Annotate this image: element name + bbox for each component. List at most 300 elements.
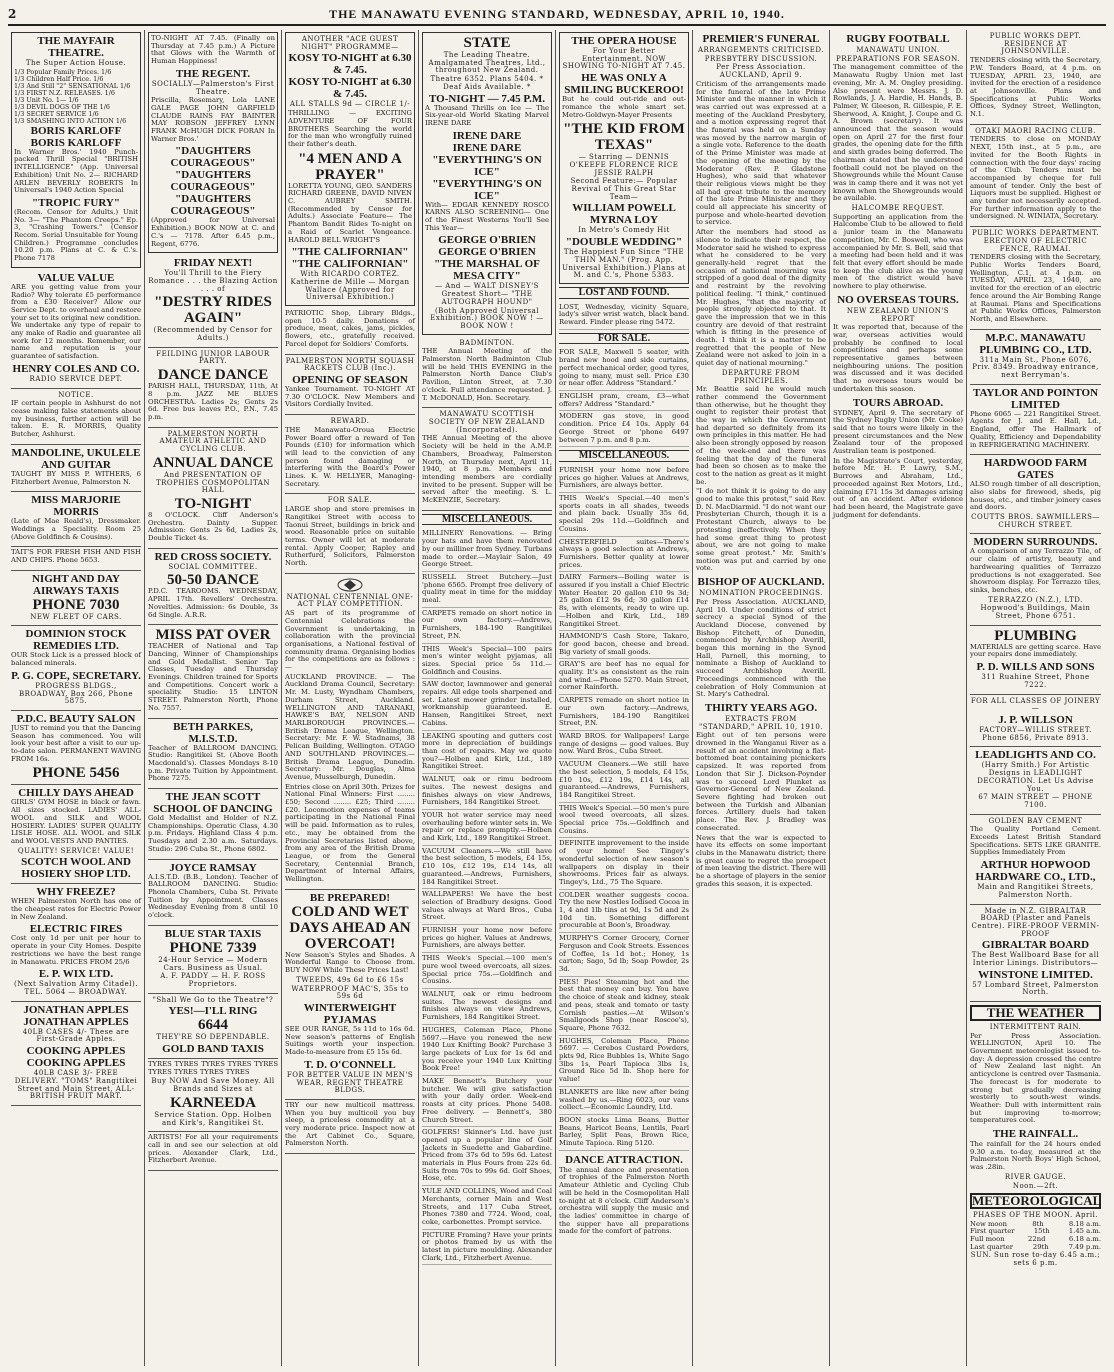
column-1 — [8, 30, 145, 1366]
lost-heading: LOST AND FOUND. — [559, 287, 689, 299]
thirty-headline: THIRTY YEARS AGO. — [704, 701, 818, 714]
annual-title: ANNUAL DANCE — [152, 454, 274, 471]
state-name: STATE — [463, 35, 511, 51]
value-text: ARE you getting value from your Radio? Why tolerate £5 performance from a £30 Receiver? Allow our Service Dept. to overhaul and restore your set to its original new condition. We undertake any type of repair to any make of Radio and guarantee all work for 12 months. Remember, our name and reputation is your guarantee of satisfaction. — [11, 282, 141, 361]
state-tonight: TO-NIGHT — 7.45 P.M. — [429, 92, 545, 105]
classified-item: RUSSELL Street Butchery.—Just 'phone 6565. Prompt free delivery of quality meat in time for the midday meal. — [422, 572, 552, 608]
jean-ad — [148, 789, 278, 860]
gibraltar-title: GIBRALTAR BOARD — [981, 939, 1090, 952]
karloff-text: In Warner Bros.' 1940 Punch-packed Thrill Special "BRITISH INTELLIGENCE" (App. Universal Exhibition) Unit No. 2— RICHARD ARLEN BEVERLY ROBERTS In Universal's 1940 Action Special — [14, 147, 138, 195]
crest-icon — [336, 578, 364, 592]
reward-ad — [285, 415, 415, 494]
kosy-ad — [285, 32, 415, 306]
value-title: VALUE VALUE — [37, 271, 115, 284]
bishop-text: Per Press Association. AUCKLAND, April 10. Under conditions of strict secrecy a special Synod of the Auckland Diocese, convened by Bishop Fitchett, of Dunedin, commenced by Archbishop Averill, began this morning in the Synod Hall, Parnell, this morning, to nominate a Bishop of Auckland to succeed Archbishop Averill. Proceedings commenced with the celebration of Holy Communion at St. Mary's Cathedral. — [696, 597, 826, 699]
obrien-2: GEORGE O'BRIEN — [438, 246, 536, 259]
centennial-text: AS part of its programme of Centennial Celebrations the Government is undertaking, in collaboration with the provincial organisations, a National festival of community drama. Organising bodies for the competitions are as follows :— — [285, 609, 415, 672]
californian-2: "THE CALIFORNIAN" — [291, 258, 409, 271]
classified-item: WALNUT, oak or rimu bedroom suites. The newest designs and finishes always on view Andrews, Furnishers, 184 Rangitikei Street. — [422, 774, 552, 810]
thirty-text-2: News that the war is expected to have its effects on some important clubs in the Manawatu district; there is great cause to regret the prospect of men leaving the district. There will be a shortage of players in the senior grades this season, it is expected. — [696, 833, 826, 888]
reward-text: THE Manawatu-Oroua Electric Power Board offer a reward of Ten Pounds (£10) for information which will lead to the conviction of any person found damaging or interfering with the Board's Power Lines. K. W. HELLYER, Managing-Secretary. — [285, 425, 415, 488]
lost-item: LOST, Wednesday, vicinity Square, lady's silver wrist watch, black band. Reward. Finder please ring 5472. — [559, 302, 689, 330]
court-text: In the Magistrate's Court, yesterday, before Mr. H. P. Lawry, S.M., Burrows and Abraham, Ltd., proceeded against Rex Motors, Ltd., claiming £71 15s 3d damages arising out of an accident. After evidence had been heard, the Magistrate gave judgment for defendants. — [833, 456, 963, 519]
tweeds-line: TWEEDS, 49s 6d to £6 15s — [296, 975, 404, 984]
badminton-text: THE Annual Meeting of the Palmerston North Badminton Club will be held THIS EVENING in the Palmerston North Dance Club's Pavilion, Linton Street, at 7.30 o'clock. Full attendance requested. J. T. McDONALD, Hon. Secretary. — [422, 347, 552, 402]
mpc-title: M.P.C. MANAWATU PLUMBING CO., LTD. — [979, 331, 1092, 356]
classified-item: WARD BROS. for Wallpapers! Large range of designs — good values. Buy now. Ward Bros., Cuba Street. — [559, 731, 689, 759]
californian-text: With RICARDO CORTEZ. Katherine de Mille — Morgan Wallace (Approved for Universal Exhibition.) — [290, 270, 410, 302]
page-number: 2 — [8, 7, 17, 21]
gauge-text: Noon.—2ft. — [1012, 1181, 1059, 1190]
four-men-title: "4 MEN AND A PRAYER" — [298, 150, 402, 183]
disney-text: — And — WALT DISNEY'S Greatest Short— "THE AUTOGRAPH HOUND" — [435, 282, 539, 306]
fires-title: ELECTRIC FIRES — [29, 923, 123, 936]
moon-phase: Last quarter — [970, 1242, 1013, 1251]
leadlights-addr: 67 MAIN STREET — PHONE 7100. — [978, 793, 1093, 809]
classified-item: LEAKING spouting and gutters cost more in depreciation of buildings than cost of repairs. May we quote you?—Holben and Kirk, Ltd., 189 Rangitikei Street. — [422, 731, 552, 775]
daughters-2: "DAUGHTERS COURAGEOUS" — [170, 169, 256, 194]
sun-line: SUN. Sun rose to-day 6.45 a.m.; sets 6 p.m. — [970, 1251, 1101, 1268]
airways-title: NIGHT AND DAY AIRWAYS TAXIS — [31, 572, 121, 597]
tyres-text: Buy NOW And Save Money. All Brands and Sizes at — [151, 1077, 275, 1094]
ramsay-title: JOYCE RAMSAY — [169, 861, 257, 874]
taylor-text: Phone 6065 — 221 Rangitikei Street. Agents for J. and E. Hall, Ld., England, offer The Hallmark of Quality, Efficiency and Dependability in REFRIGERATING MACHINERY. — [970, 409, 1101, 449]
pdc-title: P.D.C. BEAUTY SALON — [16, 712, 136, 725]
parkes-title: BETH PARKES, M.I.S.T.D. — [173, 720, 253, 745]
kosy-prices: ALL STALLS 9d — CIRCLE 1/- — [289, 100, 411, 109]
mayfair-name: THE MAYFAIR THEATRE. — [37, 35, 115, 59]
pyjamas-title: WINTERWEIGHT PYJAMAS — [303, 1001, 397, 1026]
wedding-text: The Happiest Fun Since "THE THIN MAN." (Prog. App. Universal Exhibition.) Plans at M. and C.'s, Phone 5383. — [562, 248, 686, 280]
col5-misc-list — [559, 465, 689, 1151]
cement-ad — [970, 815, 1101, 905]
moon-time: 8.18 a.m. — [1068, 1219, 1101, 1228]
bishop-sub: NOMINATION PROCEEDINGS. — [699, 589, 823, 598]
mpc-text: 311a Main St., Phone 6076, Priv. 8349. Broadway entrance, next Berryman's. — [972, 355, 1099, 380]
pdc-phone: PHONE 5456 — [32, 765, 120, 782]
mpc-ad — [970, 330, 1101, 385]
rugby-headline: RUGBY FOOTBALL — [846, 33, 950, 45]
terrazzo-text: Hopwood's Buildings, Main Street, Phone 6751. — [980, 604, 1091, 621]
apples-line-2: JONATHAN APPLES — [23, 1015, 129, 1028]
classified-item: FURNISH your home now before prices go higher. Values at Andrews, Furnishers, are always better. — [422, 925, 552, 953]
plumbing-text: MATERIALS are getting scarce. Have your repairs done immediately. — [970, 642, 1101, 659]
plumbing-ad — [970, 626, 1101, 695]
regent-top: TO-NIGHT AT 7.45. (Finally on Thursday at 7.45 p.m.) A Picture that Glows with the Warmth of Human Happiness! — [151, 34, 275, 66]
bluestar-title: BLUE STAR TAXIS — [164, 927, 262, 940]
tyres-list: TYRES TYRES TYRES TYRES TYRES TYRES TYRES TYRES TYRES — [148, 1060, 278, 1076]
surrounds-title: MODERN SURROUNDS. — [973, 536, 1098, 549]
joinery-title: FOR ALL CLASSES OF JOINERY— — [970, 696, 1101, 713]
moon-phase: First quarter — [970, 1227, 1015, 1236]
classified-item: VACUUM Cleaners.—We still have the best selection, 5 models, £4 15s, £10 10s, £12 19s, £14 14s, all guaranteed.—Andrews, Furnishers, 184 Rangitikei Street. — [422, 846, 552, 890]
dominion-ad — [11, 626, 141, 711]
wedding-title: "DOUBLE WEDDING" — [565, 236, 683, 249]
taylor-title: TAYLOR AND POINTON LIMITED — [972, 386, 1099, 411]
artists-text: ARTISTS! For all your requirements call in and see our selection at old prices. Alexander Clark, Ltd., Fitzherbert Avenue. — [148, 1133, 278, 1165]
smiling-text: But he could out-ride and out-romance the whole smart set. Metro-Goldwyn-Mayer Presents — [562, 95, 686, 119]
centennial-more: Entries close on April 30th. Prizes for National Final Winners: First ........ £50; Second ........ £25; Third ........ £20. Locomotion expenses of teams participating in the National Final will be paid. Information as to rules, etc., may be obtained from the Provincial Secretaries listed above, from any area of the British Drama League, or from the General Secretary, Centennial Branch, Department of Internal Affairs, Wellington. — [285, 782, 415, 884]
mayfair-price-line: 1/3 DEVIL DOGS OF THE 1/6 — [14, 102, 110, 111]
athletic-title: PALMERSTON NORTH AMATEUR ATHLETIC AND CYCLING CLUB. — [159, 429, 267, 454]
erection-title: PUBLIC WORKS DEPARTMENT. ERECTION OF ELECTRIC FENCE, RAUMAI. — [971, 229, 1099, 253]
dance-text: PARISH HALL, THURSDAY, 11th, At 8 p.m. JAZZ ME BLUES ORCHESTRA. Ladies 2s; Gents 2s 6d. Free bus leaves P.O., P.N., 7.45 p.m. — [148, 382, 278, 421]
regent-ad — [148, 32, 278, 253]
ramsay-text: A.I.S.T.D. (B.B., London). Teacher of BALLROOM DANCING. Studio: Phonola Chambers, Cuba St. Private Tuition by Appointment. Classes Wednesday Evening from 8 until 10 o'clock. — [148, 872, 278, 920]
classified-item: CARPETS remade on short notice in our own factory.—Andrews, Furnishers, 184-190 Rangitikei Street, P.N. — [422, 608, 552, 644]
cope-text: PROGRESS BLDGS., BROADWAY, Box 266, Phone 5875. — [18, 681, 134, 706]
ramsay-ad — [148, 860, 278, 926]
moon-time: 7.49 p.m. — [1068, 1242, 1101, 1251]
coles-name: HENRY COLES AND CO. — [12, 362, 140, 375]
classified-item: PIES! Pies! Steaming hot and the best that money can buy. You have the choice of steak and kidney, steak and peas, steak and tomato or tasty Cornish pasties.—At Wilson's Smallgoods Shop (near Roscoe's), Square, Phone 7632. — [559, 977, 689, 1036]
departure-text: Mr. Beattie said he would much rather commend the Government than otherwise, but he thought they ought to register their protest that the way in which the Government had departed so definitely from its own principles in this matter. He had also been strongly opposed by reason of the week-end and there was feeling that the day of the funeral had been so chosen as to make the cost to the nation as great as it might be. — [696, 385, 826, 486]
gibraltar-text: The Best Wallboard Base for all Interior Linings. Distributors— — [971, 951, 1100, 968]
halcombe-text: Supporting an application from the Halcombe Club to be allowed to field a junior team in the Manawatu competition, Mr. C. Boswell, who was accompanied by Mr. S. Bell, said that a meeting had been held and it was felt that every effort should be made to keep the club alive as the young men of the district would have nowhere to play otherwise. — [833, 212, 963, 291]
mayfair-price-line: 1/3 SECRET SERVICE 1/6 — [14, 109, 99, 118]
column-5 — [556, 30, 693, 1366]
col4-misc-list — [422, 528, 552, 1265]
squash-title: PALMERSTON NORTH SQUASH RACKETS CLUB (Inc.). — [285, 356, 415, 373]
friday-title: FRIDAY NEXT! — [173, 257, 253, 270]
karloff-line-1: BORIS KARLOFF — [30, 124, 122, 137]
erection-ad — [970, 227, 1101, 329]
classified-item: WALLPAPERS! We have the best selection of Bradbury designs. Good values always at Ward Bros., Cuba Street. — [422, 889, 552, 925]
tropic-text: (Recom. Censor for Adults.) Unit No. 3— "The Phantom Creeps." Ep. 3, "Crashing Towers." (Censor Recom. Serial Unsuitable for Young Children.) Programme concludes 10.20 p.m. Plans at C. & C.'s. Phone 7178 — [14, 207, 138, 263]
bluestar-props: A. F. PADDY — H. F. ROSS Proprietors. — [160, 972, 266, 988]
col5-forsale-heading: FOR SALE. — [559, 333, 689, 345]
tours-headline: TOURS ABROAD. — [852, 396, 944, 409]
mayfair-price-line: 1/3 Children Half Price. 1/6 — [14, 74, 104, 83]
column-6 — [693, 30, 830, 1366]
classified-item: SAW doctor, lawnmower and general repairs. All edge tools sharpened and set. Latest mower grinder installed, workmanship guaranteed. E. Hansen, Rangitikei Street, next Cabins. — [422, 679, 552, 730]
waterproof-line: WATERPROOF MAC'S, 35s to 59s 6d — [291, 984, 409, 1001]
opera-name: THE OPERA HOUSE — [571, 35, 677, 47]
col5-forsale-list — [559, 347, 689, 447]
freeze-ad — [11, 884, 141, 1001]
wills-text: 311 Ruahine Street, Phone 7222. — [981, 673, 1090, 689]
redcross-title: RED CROSS SOCIETY. — [154, 550, 272, 563]
plumbing-title: PLUMBING — [994, 627, 1077, 644]
classified-item: COLDER weather suggests cocoa. Try the new Nestles Iodised Cocoa in 1, 4 and 1lb tins at 9d, 1s 5d and 2s 10d tin. Something different procurable at Boon's, Broadway. — [559, 890, 689, 934]
nz-union-sub: NEW ZEALAND UNION'S REPORT — [846, 306, 950, 323]
parkes-text: Teacher of BALLROOM DANCING. Studio: Rangitikei St. (Above Booth Macdonald's). Classes Mondays 8-10 p.m. Private Tuition by Appointment. Phone 7275. — [148, 743, 278, 783]
pdc-text: JUST to remind you that the Dancing Season has commenced. You will look your best after a visit to our up-to-date salon. PERMANENT WAVING FROM 16s. — [11, 723, 141, 763]
state-tonight-text: A Thousand Thrills on Ice — The Six-year-old World Skating Marvel IRENE DARE — [425, 103, 549, 127]
classified-item: GRAY'S are beef has no equal for quality. It's as consistent as the rain and wind.—Phone 5270. Main Street, corner Rainforth. — [559, 659, 689, 695]
classified-item: GOLFERS! Skinner's Ltd. have just opened up a popular line of Golf Jackets in Suedette and Gabardine. Priced from 37s 6d to 59s 6d. Latest materials in Plus Fours from 22s 6d. Suits from 70s to 99s 6d. Golf Shoes, Hose, etc. — [422, 1127, 552, 1186]
wedding-pre: In Metro's Comedy Hit — [578, 226, 670, 235]
otaki-title: OTAKI MAORI RACING CLUB. — [975, 126, 1096, 135]
moon-date: 29th — [1032, 1242, 1049, 1251]
irene-2: IRENE DARE — [452, 141, 522, 154]
dominion-title: DOMINION STOCK REMEDIES LTD. — [25, 628, 127, 653]
otaki-ad — [970, 125, 1101, 227]
moon-date: 15th — [1033, 1227, 1050, 1236]
wills-name: P. D. WILLS AND SONS — [976, 661, 1095, 674]
regent-name: THE REGENT. — [175, 67, 251, 80]
dance-title: DANCE DANCE — [157, 367, 269, 384]
mayfair-ad — [11, 32, 141, 268]
moon-phases-heading: PHASES OF THE MOON. April. — [972, 1210, 1099, 1219]
column-7 — [830, 30, 967, 1366]
everything-1: "EVERYTHING'S ON ICE" — [432, 153, 542, 178]
society-text: THE Annual Meeting of the above Society will be held in the A.M.P. Chambers, Broadway, Palmerston North, on Thursday next, April 11, 1940, at 8 p.m. Members and intending members are cordially invited to be present. Supper will be served after the meeting. S. L. McKENZIE, Secretary. — [422, 434, 552, 505]
dominion-text: OUR Stock Lick is a pressed block of balanced minerals. — [11, 651, 141, 668]
rugby-sub-2: PREPARATIONS FOR SEASON. — [836, 54, 960, 63]
classified-item: BOON stocks Lima Beans, Butter Beans, Haricot Beans, Lentils, Pearl Barley, Split Peas, Brown Rice, Minute Tapioca. Ring 5120. — [559, 1115, 689, 1151]
irene-1: IRENE DARE — [452, 129, 522, 142]
nooverseas-headline: NO OVERSEAS TOURS. — [837, 293, 959, 306]
funeral-sub-1: ARRANGEMENTS CRITICISED. — [697, 46, 824, 54]
classified-item: PICTURE Framing? Have your prints or photos framed by us with the latest in picture moulding. Alexander Clark, Ltd., Fitzherbert Avenue. — [422, 1230, 552, 1266]
moon-date: 8th — [1032, 1219, 1044, 1228]
chilly-text: GIRLS' GYM HOSE in black or fawn. All sizes stocked. LADIES' ALL-WOOL and SILK and WOOL HOSIERY. LADIES' SUPER QUALITY LISLE HOSE. ALL WOOL and SILK and WOOL VESTS AND PANTIES. — [11, 798, 141, 845]
classified-item: THIS Week's Special.—100 men's pure wool tweed overcoats, all sizes. Special price 75s.—Goldfinch and Cousins. — [422, 953, 552, 989]
state-ad — [422, 32, 552, 335]
yes-title: YES!—I'LL RING — [168, 1005, 258, 1018]
four-men-text: LORETTA YOUNG, GEO. SANDERS RICHARD GREENE, DAVID NIVEN C. AUBREY SMITH. (Recommended by Censor for Adults.) Associate Feature— The Phantom Bandit Rides To-night on a Raid of Scarlet Vengeance. HAROLD BELL WRIGHT'S — [288, 181, 412, 244]
terrazzo-name: TERRAZZO (N.Z.), LTD. — [988, 595, 1083, 604]
cement-title: GOLDEN BAY CEMENT — [988, 816, 1083, 825]
coles-sub: RADIO SERVICE DEPT. — [29, 374, 123, 383]
moon-date: 22nd — [1028, 1235, 1046, 1244]
kosy-line-2: KOSY TO-NIGHT at 6.30 & 7.45. — [288, 76, 412, 101]
column-8 — [967, 30, 1104, 1366]
coutts-name: COUTTS BROS. SAWMILLERS—CHURCH STREET. — [971, 513, 1100, 529]
hopwood-name: ARTHUR HOPWOOD HARDWARE CO., LTD., — [975, 859, 1096, 884]
squash-ad — [285, 355, 415, 416]
apples-line-1: JONATHAN APPLES — [23, 1003, 129, 1016]
tyres-ad — [148, 1059, 278, 1132]
departure-heading: DEPARTURE FROM PRINCIPLES. — [721, 368, 801, 385]
surrounds-text: A comparison of any Terrazzo Tile, of our claim of artistry, beauty and hardwearing qualities of Terrazzo productions is not exaggerated. See showroom display. For Terrazzo tiles, sinks, benches, etc. — [970, 547, 1101, 594]
funeral-text-3: "I do not think it is going to do any good to make this protest," said Rev. D. N. MacDiarmid. "I do not want our Presbyterian Church, though it is a Protestant Church, always to be protesting ineffectively. When they had some great thing to protest about, we are not going to make some great protest." Mr. Smith's motion was put and carried by one vote. — [696, 487, 826, 573]
destry-text: (Recommended by Censor for Adults.) — [153, 326, 273, 343]
mayfair-price-line: 1/3 FIRST N.Z. RELEASES. 1/6 — [14, 88, 115, 97]
value-ad — [11, 270, 141, 389]
fifty-title: 50-50 DANCE — [166, 572, 260, 589]
funeral-text-2: After the members had stood as silence to indicate their respect, the Moderator said he wished to express what he considered to be very generally-held regret that the occasion of national mourning was stripped of a good deal of the dignity and restraint by the revolving political feeling. "I think," continued Mr. Hughes, "that the majority of people strongly objected to that. It gave the impression that we in this country are devoid of that restraint which is fitting in the presence of death. I think it is a matter to be regretted that the people of New Zealand were not asked to join in a quiet day of national mourning." — [696, 228, 826, 368]
otaki-text: TENDERS to close on MONDAY NEXT, 15th inst., at 5 p.m., are invited for the Booth Rights in connection with the four days' racing of the Club. Tenders must be accompanied by cheque for full amount of tender. Only the best of Liquors must be supplied. Highest or any tender not necessarily accepted. For further information apply to the undersigned. N. WINIATA, Secretary. — [970, 135, 1101, 221]
classified-item: THIS Week's Special.—50 men's pure wool tweed overcoats, all sizes. Special price 75s.—Goldfinch and Cousins. — [559, 803, 689, 839]
friday-text: You'll Thrill to the Fiery Romance . . . the Blazing Action . . . of — [148, 269, 278, 293]
column-4 — [419, 30, 556, 1366]
moon-phase: Full moon — [970, 1235, 1005, 1244]
classified-item: ENGLISH pram, cream, £3—what offers? Address "Standard." — [559, 391, 689, 411]
moon-time: 6.18 a.m. — [1068, 1235, 1101, 1244]
classified-item: MURPHY'S Corner Grocery, Corner Ferguson and Cook Streets. Essences of Coffee, 1s 1d bot.; Honey, 1s carton; Sago, 5d lb; Soap Powder, 2s 3d. — [559, 933, 689, 977]
airways-ad — [11, 571, 141, 627]
gibraltar-ad — [970, 905, 1101, 1003]
classified-item: DAIRY Farmers—Boiling water is assured if you install a Chief Electric Water Heater. 20 gallon £10 9s 3d; 25 gallon £12 9s 6d; 30 gallon £14 8s, with elements, ready to wire up.—Holben and Kirk, Ltd., 189 Rangitikei Street. — [559, 572, 689, 631]
karneeda-text: Service Station. Opp. Holben and Kirk's, Rangitikei St. — [154, 1110, 272, 1127]
goldband-name: GOLD BAND TAXIS — [162, 1043, 264, 1056]
overton-title: MISS PAT OVER — [155, 627, 271, 644]
goldband-ad — [148, 994, 278, 1059]
classified-item: THIS Week's Special—100 pairs men's winter weight pyjamas, all sizes. Special price 5s 11d.—Goldfinch and Cousins. — [422, 644, 552, 680]
tours-text: SYDNEY, April 9. The secretary of the Sydney Rugby Union (Mr. Cooke) said that no tours were likely in the present circumstances and the New Zealand tour of the proposed Australian team is postponed. — [833, 408, 963, 456]
classified-item: YULE AND COLLINS, Wood and Coal Merchants, corner Main and West Streets, and 117 Cuba Street, Phones 7380 and 7724. Wood, coal, coke, carbonettes. Prompt service. — [422, 1186, 552, 1230]
taylor-ad — [970, 385, 1101, 456]
morris-text: (Late of Mae Reald's), Dressmaker. Weddings a Speciality. Room 25 (Above Goldfinch & Cousins). — [11, 517, 141, 541]
jean-text: Gold Medallist and Holder of N.Z. Championships. Operatic Class, 4.30 p.m. Fridays. Highland Class 4 p.m. Tuesdays and 2.30 a.m. Saturdays. Studio: 296 Cuba St., Phone 6802. — [148, 814, 278, 853]
dance-attraction-text: The annual dance and presentation of trophies of the Palmerston North Amateur Athletic and Cycling Club will be held in the Cosmopolitan Hall to-night at 8 o'clock. Cliff Anderson's orchestra will supply the music and the ladies' committee in charge of the supper have all preparations made for the comfort of patrons. — [559, 1165, 689, 1236]
cold-text: New Season's Styles and Shades. A Wonderful Range to Choose from. BUY NOW While These Prices Last! — [285, 950, 415, 975]
nooverseas-text: It was reported that, because of the war, overseas activities would probably be confined to local competitions and perhaps some representative games between neighbouring unions. The position was discussed and it was decided that no overseas tours would be undertaken this season. — [833, 323, 963, 393]
apples-ad — [11, 1002, 141, 1106]
state-info: Theatre 6352. Plans 5404. * Deaf Aids Available. * — [430, 75, 544, 91]
second-feature: Second Feature:— Popular Revival of This Great Star Team— — [570, 177, 678, 201]
kosy-text: THRILLING — EXCITING ADVENTURE OF FOUR BROTHERS Searching the world for the man who wrongfully ruined their father's death. — [288, 109, 412, 148]
state-text: The Leading Theatre. Amalgamated Theatres, Ltd., throughout New Zealand. — [428, 51, 546, 75]
wix-name: E. P. WIX LTD. — [38, 968, 114, 981]
classified-item: MODERN gas stove, in good condition. Price £4 10s. Apply 64 George Street or 'phone 6497 between 7 p.m. and 8 p.m. — [559, 411, 689, 447]
centennial-title: NATIONAL CENTENNIAL ONE-ACT PLAY COMPETITION. — [286, 592, 414, 609]
cooking-line-2: COOKING APPLES — [26, 1057, 126, 1070]
weather-text: Per Press Association. WELLINGTON, April 10. The Government meteorologist issued to-day: A depression crossed the centre of New Zealand last night. An anticyclone is centred over Tasmania. The forecast is for moderate to strong but gradually decreasing westerly to south-west winds. Weather: Dull with intermittent rain but improving to-morrow; temperatures cool. — [970, 1031, 1101, 1125]
mandoline-text: TAUGHT BY MISS P. WITHERS, 6 Fitzherbert Avenue, Palmerston N. — [11, 469, 141, 486]
jean-title: THE JEAN SCOTT SCHOOL OF DANCING — [153, 791, 273, 816]
goldband-phone: 6644 — [198, 1017, 228, 1034]
everything-text: With— EDGAR KENNEDY ROSCO KARNS ALSO SCREENING— One of the Finest Westerns You'll See This Year— — [425, 200, 549, 232]
hardwood-ad — [970, 455, 1101, 534]
notice-ad — [11, 389, 141, 445]
classified-item: FOR SALE, Maxwell 5 seater, with brand new hood and side curtains, perfect mechanical order, good tyres, going to many, must sell. Price £30 or near offer. Address "Standard." — [559, 347, 689, 391]
cooking-text: 40LB CASE 3/- FREE DELIVERY. "TOMS" Rangitikei Street and Main Street, ALL-BRITISH FRUIT MART. — [14, 1069, 138, 1101]
rugby-text: The management committee of the Manawatu Rugby Union met last evening, Mr. A. M. Ongley presiding. Also present were Messrs. J. D. Rowlands, J. A. Hardie, H. Hands, B. Palmer, W. Gleeson, R. Gillespie, F. E. Sherwood, A. Knight, J. Coupe and G. A. Brown (secretary). It was announced that the season would open on April 27 for the first four grades, the opening date for the fifth and sixth grades being deferred. The chairman stated that he understood football could not be played on the Showgrounds while the Mount Cause was in camp there and it was not yet known when the Showgrounds would be available. — [833, 63, 963, 203]
classified-item: THIS Week's Special.—40 men's sports coats in all shades, tweeds and plain back. Usually 35s 6d, special 29s 11d.—Goldfinch and Cousins. — [559, 493, 689, 537]
pwd-ad — [970, 30, 1101, 125]
oconnell-text: FOR BETTER VALUE IN MEN'S WEAR, REGENT THEATRE BLDGS. — [286, 1070, 414, 1095]
tropic-title: "TROPIC FURY" — [32, 196, 120, 209]
reward-title: REWARD. — [330, 417, 370, 426]
tonight-text: 8 O'CLOCK. Cliff Anderson's Orchestra. Dainty Supper. Admission: Gents 2s 6d, Ladies 2s, Double Ticket 4s. — [148, 510, 278, 543]
kid-title: "THE KID FROM TEXAS" — [563, 121, 685, 154]
mattress-text: TRY our new multicoil mattress. When you buy multicoil you buy sleep, a priceless commodity at a very moderate price. Inspect now at the Art Cabinet Co., Square, Palmerston North. — [285, 1100, 415, 1148]
cold-title: COLD AND WET DAYS AHEAD AN OVERCOAT! — [289, 903, 411, 952]
disney-book: (Both Approved Universal Exhibition.) BOOK NOW ! — BOOK NOW ! — [430, 306, 544, 330]
everything-2: "EVERYTHING'S ON ICE" — [432, 177, 542, 202]
column-2 — [145, 30, 282, 1366]
classified-item: CARPETS remade on short notice in our own factory.—Andrews, Furnishers, 184-190 Rangitikei Street, P.N. — [559, 695, 689, 731]
masthead — [8, 4, 1106, 26]
kid-starring: — Starring — DENNIS O'KEEFE FLORENCE RICE JESSIE RALPH — [569, 153, 679, 177]
weather-headline: THE WEATHER — [970, 1005, 1101, 1021]
moon-time: 1.45 a.m. — [1068, 1227, 1101, 1236]
classified-item: MILLINERY Renovations. — Bring your hats and have them renovated by our milliner from Sydney. Turbans made to order.—Maylair Salon, 49 George Street. — [422, 528, 552, 572]
yes-text: THEY'RE SO DEPENDABLE. — [156, 1033, 270, 1042]
marshal-title: "THE MARSHAL OF MESA CITY" — [434, 258, 540, 283]
obrien-1: GEORGE O'BRIEN — [438, 234, 536, 247]
opera-ad — [559, 32, 689, 284]
classified-item: HUGHES, Coleman Place, Phone 5697.—Have you renewed the new 1940 Lux Knitting Book? Purchase 3 large packets of Lux for 1s 6d and you receive your 1940 Lux Knitting Book Free! — [422, 1025, 552, 1076]
moon-table — [970, 1221, 1101, 1252]
opening-text: Yankee Tournament. TO-NIGHT AT 7.30 O'CLOCK. New Members and Visitors Cordially Invited. — [285, 384, 415, 409]
funeral-text-1: Criticism of the arrangements made for the funeral of the late Prime Minister and the manner in which it was carried out was expressed at a meeting of the Auckland Presbytery, and a motion expressing regret that the funeral was held on a Sunday was moved by the narrow margin of a single vote. Reference to the death of the Prime Minister was made at the opening of the meeting by the Moderator (Rev. P. Gladstone Hughes), who said that whatever their religious views might be they all had great tribute to the memory of the late Prime Minister and they could all appreciate his sincerity of purpose and whole-hearted devotion to service. — [696, 79, 826, 227]
daughters-1: "DAUGHTERS COURAGEOUS" — [170, 145, 256, 170]
quality-line: QUALITY! SERVICE! VALUE! — [17, 846, 135, 855]
karneeda-name: KARNEEDA — [170, 1094, 256, 1111]
fifty-text: P.D.C. TEAROOMS. WEDNESDAY, APRIL 17th. Revellers' Orchestra. Novelties. Admission: 6s Double, 3s 6d Single. A.R.R. — [148, 587, 278, 619]
patriotic-ad — [285, 308, 415, 355]
col4-misc-heading: MISCELLANEOUS. — [422, 514, 552, 526]
funeral-dateline: Per Press Association. AUCKLAND, April 9. — [716, 63, 806, 80]
rugby-sub-1: MANAWATU UNION. — [856, 46, 940, 54]
opera-text: For Your Better Entertainment. NOW SHOWING TO-NIGHT AT 7.45. — [562, 47, 686, 71]
destry-title: "DESTRY RIDES AGAIN" — [154, 294, 272, 327]
bluestar-phone: PHONE 7339 — [169, 939, 257, 956]
artists-ad — [148, 1132, 278, 1171]
mandoline-ad — [11, 445, 141, 492]
patriotic-text: PATRIOTIC Shop, Library Bldgs., open 10-5 daily. Donations of produce, meat, cakes, jams, pickles, flowers, etc., gratefully received. Parcel depot for Soldiers' Comforts. — [285, 309, 415, 348]
mayfair-price-line: 1/3 SMASHING INTO ACTION 1/6 — [14, 116, 127, 125]
kosy-line-1: KOSY TO-NIGHT at 6.30 & 7.45. — [288, 52, 412, 77]
badminton-ad — [422, 337, 552, 409]
thirty-sub: EXTRACTS FROM "STANDARD," APRIL 10, 1910. — [698, 714, 824, 731]
redcross-ad — [148, 549, 278, 626]
mayfair-price-line: 1/3 Unit No. 1— 1/6 — [14, 95, 79, 104]
classified-item: HUGHES, Coleman Place, Phone 5697. — Cerebos Custard Powders, pkts 9d, Rice Bubbles 1s, White Sago 3lbs 1s, Pearl Tapioca 3lbs 1s, Ground Rice 5d lb. Shop here for value! — [559, 1036, 689, 1087]
oconnell-name: T. D. O'CONNELL — [304, 1058, 396, 1071]
classified-item: YOUR hot water service may need overhauling before winter sets in. We repair or replace promptly.—Holben and Kirk, Ltd., 189 Rangitikei Street. — [422, 810, 552, 846]
moon-phase: New moon — [970, 1219, 1007, 1228]
notice-title: NOTICE. — [58, 390, 94, 399]
rainfall-text: The rainfall for the 24 hours ended 9.30 a.m. to-day, measured at the Palmerston North Boys' High School, was .28in. — [970, 1140, 1101, 1172]
dance-attraction-headline: DANCE ATTRACTION. — [565, 1153, 683, 1166]
centennial-organisers: AUCKLAND PROVINCE. — The Auckland Drama Council, Secretary: Mr. M. Lusty, Wyndham Chambers, Durham Street, Auckland. WELLINGTON AND TARANAKI, HAWKE'S BAY, NELSON AND MARLBOROUGH PROVINCES.— British Drama League, Wellington. Secretary: Mr. F. W. Stadnams, 38 Pelican Building, Wellington. OTAGO AND SOUTHLAND PROVINCES.—British Drama League, Dunedin. Secretary: Mr. Douglas, Alma Avenue, Musselburgh, Dunedin. — [285, 672, 415, 781]
pwd-text: TENDERS closing with the Secretary, P.W. Tenders Board, at 4 p.m. on TUESDAY, APRIL 23, 1940, are invited for the erection of a residence at Johnsonville. Plans and Specifications at Public Works Offices, Sydney Street, Wellington, N.1. — [970, 56, 1101, 119]
gibraltar-top: Made in N.Z. GIBRALTAR BOARD (Plaster and Panels Centre). FIRE-PROOF VERMIN-PROOF — [971, 906, 1100, 938]
col3-forsale-text: LARGE shop and store premises in Rangitikei Street with access to Taonui Street, buildings in brick and wood. Reasonable price on suitable terms. Owner will let at moderate rental. Apply Cooper, Rapley and Rutherfurd, Solicitors, Palmerston North. — [285, 505, 415, 568]
wix-text: (Next Salvation Army Citadel). TEL. 5064 — BROADWAY. — [14, 980, 138, 996]
col3-forsale-ad — [285, 494, 415, 573]
opening-title: OPENING OF SEASON — [292, 373, 408, 386]
karloff-line-2: BORIS KARLOFF — [30, 136, 122, 149]
regent-text: SOCIALLY—Palmerston's First Theatre. — [151, 79, 275, 96]
badminton-title: BADMINTON. — [459, 338, 515, 347]
newspaper-page — [8, 4, 1106, 1366]
masthead-title: THE MANAWATU EVENING STANDARD, WEDNESDAY, APRIL 10, 1940. — [329, 6, 785, 21]
tonight-title: TO-NIGHT — [174, 495, 252, 512]
feilding-title: FEILDING JUNIOR LABOUR PARTY. — [156, 349, 270, 366]
bishop-headline: BISHOP OF AUCKLAND. — [697, 576, 825, 589]
notice-text: IF certain people in Ashhurst do not cease making false statements about my business, further action will be taken. E. R. MORRIS, Quality Butcher, Ashhurst. — [11, 399, 141, 439]
parkes-ad — [148, 719, 278, 790]
kosy-top: ANOTHER "ACE GUEST NIGHT" PROGRAMME— — [301, 35, 399, 51]
feilding-ad — [148, 348, 278, 428]
daughters-3: "DAUGHTERS COURAGEOUS" — [170, 193, 256, 218]
cooking-line-1: COOKING APPLES — [26, 1045, 126, 1058]
leadlights-text: (Harry Smith.) For Artistic Designs in LEADLIGHT DECORATION. Let Us Advise You. — [977, 761, 1094, 793]
mayfair-price-line: 1/3 Popular Family Prices. 1/6 — [14, 67, 112, 76]
classified-item: DEFINITE improvement to the inside of your home! See Tingey's wonderful selection of new season's wallpapers on display in their showrooms. Prices fair as always. Tingey's, Ltd., 75 The Square. — [559, 838, 689, 889]
airways-sub: NEW FLEET OF CARS. — [30, 612, 122, 621]
society-title: MANAWATU SCOTTISH SOCIETY OF NEW ZEALAND (Incorporated). — [428, 410, 546, 434]
moon-row — [970, 1244, 1101, 1252]
mandoline-title: MANDOLINE, UKULELE AND GUITAR — [11, 446, 141, 471]
wilson-name: J. P. WILLSON — [998, 714, 1073, 726]
theatre-question: "Shall We Go to the Theatre"? — [152, 995, 274, 1004]
erection-text: TENDERS closing with the Secretary, Public Works Tenders Board, Wellington, C.1, at 4 p.m. on TUESDAY, APRIL 23, 1940, are invited for the erection of an electric fence around the Air Bombing Range at Raumai. Plans and Specifications at Public Works Offices, Palmerston North, and Elsewhere. — [970, 253, 1101, 323]
daughters-text: (Approved for Universal Exhibition.) BOOK NOW at C. and C.'s — 7178. After 6.45 p.m., Regent, 6776. — [151, 216, 275, 248]
col3-forsale-title: FOR SALE. — [327, 496, 373, 505]
col5-misc-heading: MISCELLANEOUS. — [559, 450, 689, 462]
rainfall-headline: THE RAINFALL. — [992, 1128, 1079, 1141]
chilly-ad — [11, 785, 141, 884]
mayfair-prices — [14, 69, 138, 125]
classified-item: WALNUT, oak or rimu bedroom suites. The newest designs and finishes always on view Andrews, Furnishers, 184 Rangitikei Street. — [422, 989, 552, 1025]
